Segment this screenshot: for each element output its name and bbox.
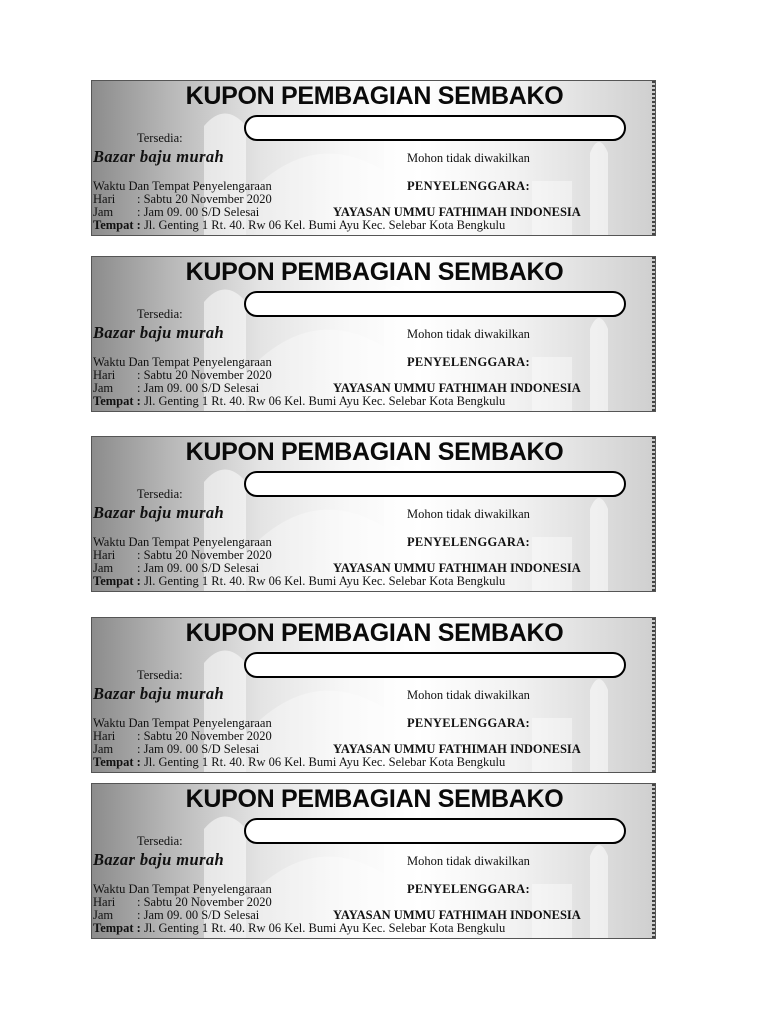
place-label: Tempat : xyxy=(93,218,141,232)
hour-value: : Jam 09. 00 S/D Selesai xyxy=(137,561,260,575)
notice-text: Mohon tidak diwakilkan xyxy=(407,151,530,165)
hour-value: : Jam 09. 00 S/D Selesai xyxy=(137,742,260,756)
place-value: Jl. Genting 1 Rt. 40. Rw 06 Kel. Bumi Ayu Kec. Selebar Kota Bengkulu xyxy=(140,394,506,408)
place-line xyxy=(93,218,505,233)
place-line xyxy=(93,921,505,936)
place-label: Tempat : xyxy=(93,394,141,408)
event-name: Bazar baju murah xyxy=(93,684,225,703)
day-label: Hari xyxy=(93,548,116,562)
day-value: : Sabtu 20 November 2020 xyxy=(137,192,272,206)
recipient-name-box[interactable] xyxy=(244,818,626,844)
day-label: Hari xyxy=(93,368,116,382)
place-line xyxy=(93,394,505,409)
place-label: Tempat : xyxy=(93,574,141,588)
recipient-name-box[interactable] xyxy=(244,652,626,678)
day-value: : Sabtu 20 November 2020 xyxy=(137,895,272,909)
organizer-label: PENYELENGGARA: xyxy=(407,882,530,896)
hour-value: : Jam 09. 00 S/D Selesai xyxy=(137,381,260,395)
notice-text: Mohon tidak diwakilkan xyxy=(407,688,530,702)
coupon-card xyxy=(91,256,656,412)
place-label: Tempat : xyxy=(93,755,141,769)
place-value: Jl. Genting 1 Rt. 40. Rw 06 Kel. Bumi Ayu Kec. Selebar Kota Bengkulu xyxy=(140,755,506,769)
available-label: Tersedia: xyxy=(137,834,183,848)
event-name: Bazar baju murah xyxy=(93,323,225,342)
day-label: Hari xyxy=(93,729,116,743)
place-line xyxy=(93,755,505,770)
organizer-label: PENYELENGGARA: xyxy=(407,355,530,369)
event-name: Bazar baju murah xyxy=(93,147,225,166)
recipient-name-box[interactable] xyxy=(244,471,626,497)
organizer-name: YAYASAN UMMU FATHIMAH INDONESIA xyxy=(333,205,581,219)
place-value: Jl. Genting 1 Rt. 40. Rw 06 Kel. Bumi Ayu Kec. Selebar Kota Bengkulu xyxy=(140,921,506,935)
available-label: Tersedia: xyxy=(137,487,183,501)
hour-label: Jam xyxy=(93,561,114,575)
available-label: Tersedia: xyxy=(137,668,183,682)
organizer-label: PENYELENGGARA: xyxy=(407,716,530,730)
coupon-card xyxy=(91,80,656,236)
place-value: Jl. Genting 1 Rt. 40. Rw 06 Kel. Bumi Ayu Kec. Selebar Kota Bengkulu xyxy=(140,218,506,232)
hour-value: : Jam 09. 00 S/D Selesai xyxy=(137,908,260,922)
time-place-heading: Waktu Dan Tempat Penyelengaraan xyxy=(93,535,272,549)
hour-label: Jam xyxy=(93,742,114,756)
coupon-title: KUPON PEMBAGIAN SEMBAKO xyxy=(185,258,564,286)
notice-text: Mohon tidak diwakilkan xyxy=(407,327,530,341)
organizer-label: PENYELENGGARA: xyxy=(407,535,530,549)
time-place-heading: Waktu Dan Tempat Penyelengaraan xyxy=(93,716,272,730)
organizer-name: YAYASAN UMMU FATHIMAH INDONESIA xyxy=(333,561,581,575)
coupon-title: KUPON PEMBAGIAN SEMBAKO xyxy=(185,785,564,813)
day-value: : Sabtu 20 November 2020 xyxy=(137,729,272,743)
coupon-title: KUPON PEMBAGIAN SEMBAKO xyxy=(185,82,564,110)
day-label: Hari xyxy=(93,895,116,909)
organizer-label: PENYELENGGARA: xyxy=(407,179,530,193)
coupon-title: KUPON PEMBAGIAN SEMBAKO xyxy=(185,619,564,647)
event-name: Bazar baju murah xyxy=(93,503,225,522)
hour-label: Jam xyxy=(93,908,114,922)
time-place-heading: Waktu Dan Tempat Penyelengaraan xyxy=(93,355,272,369)
hour-label: Jam xyxy=(93,205,114,219)
day-value: : Sabtu 20 November 2020 xyxy=(137,368,272,382)
available-label: Tersedia: xyxy=(137,307,183,321)
hour-label: Jam xyxy=(93,381,114,395)
organizer-name: YAYASAN UMMU FATHIMAH INDONESIA xyxy=(333,908,581,922)
recipient-name-box[interactable] xyxy=(244,291,626,317)
available-label: Tersedia: xyxy=(137,131,183,145)
time-place-heading: Waktu Dan Tempat Penyelengaraan xyxy=(93,882,272,896)
time-place-heading: Waktu Dan Tempat Penyelengaraan xyxy=(93,179,272,193)
notice-text: Mohon tidak diwakilkan xyxy=(407,854,530,868)
coupon-card xyxy=(91,617,656,773)
recipient-name-box[interactable] xyxy=(244,115,626,141)
place-label: Tempat : xyxy=(93,921,141,935)
place-value: Jl. Genting 1 Rt. 40. Rw 06 Kel. Bumi Ayu Kec. Selebar Kota Bengkulu xyxy=(140,574,506,588)
coupon-card xyxy=(91,783,656,939)
coupon-title: KUPON PEMBAGIAN SEMBAKO xyxy=(185,438,564,466)
day-value: : Sabtu 20 November 2020 xyxy=(137,548,272,562)
place-line xyxy=(93,574,505,589)
event-name: Bazar baju murah xyxy=(93,850,225,869)
hour-value: : Jam 09. 00 S/D Selesai xyxy=(137,205,260,219)
day-label: Hari xyxy=(93,192,116,206)
coupon-card xyxy=(91,436,656,592)
organizer-name: YAYASAN UMMU FATHIMAH INDONESIA xyxy=(333,742,581,756)
organizer-name: YAYASAN UMMU FATHIMAH INDONESIA xyxy=(333,381,581,395)
notice-text: Mohon tidak diwakilkan xyxy=(407,507,530,521)
